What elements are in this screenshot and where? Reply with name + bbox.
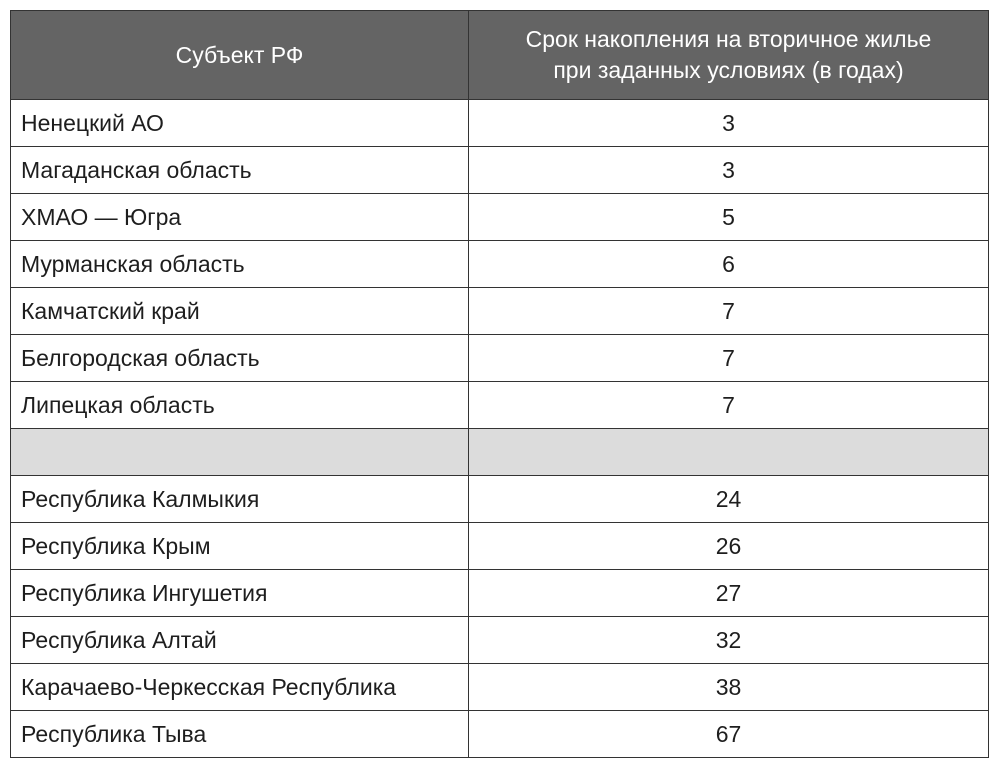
region-cell: Республика Тыва xyxy=(11,711,469,758)
years-cell: 38 xyxy=(469,664,989,711)
region-cell: Мурманская область xyxy=(11,241,469,288)
region-cell: Камчатский край xyxy=(11,288,469,335)
years-cell: 32 xyxy=(469,617,989,664)
table-row xyxy=(11,241,989,288)
separator-cell xyxy=(469,429,989,476)
region-cell: Магаданская область xyxy=(11,147,469,194)
years-cell: 7 xyxy=(469,382,989,429)
table-row xyxy=(11,147,989,194)
region-cell: Республика Калмыкия xyxy=(11,476,469,523)
table-row xyxy=(11,382,989,429)
region-cell: Республика Ингушетия xyxy=(11,570,469,617)
region-cell: ХМАО — Югра xyxy=(11,194,469,241)
years-cell: 24 xyxy=(469,476,989,523)
housing-savings-table xyxy=(10,10,989,758)
years-cell: 3 xyxy=(469,100,989,147)
table-row xyxy=(11,100,989,147)
region-cell: Белгородская область xyxy=(11,335,469,382)
table-container xyxy=(10,10,989,758)
table-row xyxy=(11,617,989,664)
region-cell: Ненецкий АО xyxy=(11,100,469,147)
region-cell: Карачаево-Черкесская Республика xyxy=(11,664,469,711)
table-row xyxy=(11,476,989,523)
header-region: Субъект РФ xyxy=(11,11,469,100)
region-cell: Липецкая область xyxy=(11,382,469,429)
years-cell: 7 xyxy=(469,288,989,335)
table-row xyxy=(11,194,989,241)
header-years: Срок накопления на вторичное жилье при заданных условиях (в годах) xyxy=(469,11,989,100)
table-row xyxy=(11,288,989,335)
years-cell: 6 xyxy=(469,241,989,288)
years-cell: 67 xyxy=(469,711,989,758)
region-cell: Республика Алтай xyxy=(11,617,469,664)
table-row xyxy=(11,570,989,617)
table-row xyxy=(11,523,989,570)
years-cell: 3 xyxy=(469,147,989,194)
table-row xyxy=(11,335,989,382)
separator-cell xyxy=(11,429,469,476)
years-cell: 27 xyxy=(469,570,989,617)
region-cell: Республика Крым xyxy=(11,523,469,570)
years-cell: 26 xyxy=(469,523,989,570)
years-cell: 5 xyxy=(469,194,989,241)
table-header-row xyxy=(11,11,989,100)
table-row xyxy=(11,664,989,711)
years-cell: 7 xyxy=(469,335,989,382)
separator-row xyxy=(11,429,989,476)
table-row xyxy=(11,711,989,758)
